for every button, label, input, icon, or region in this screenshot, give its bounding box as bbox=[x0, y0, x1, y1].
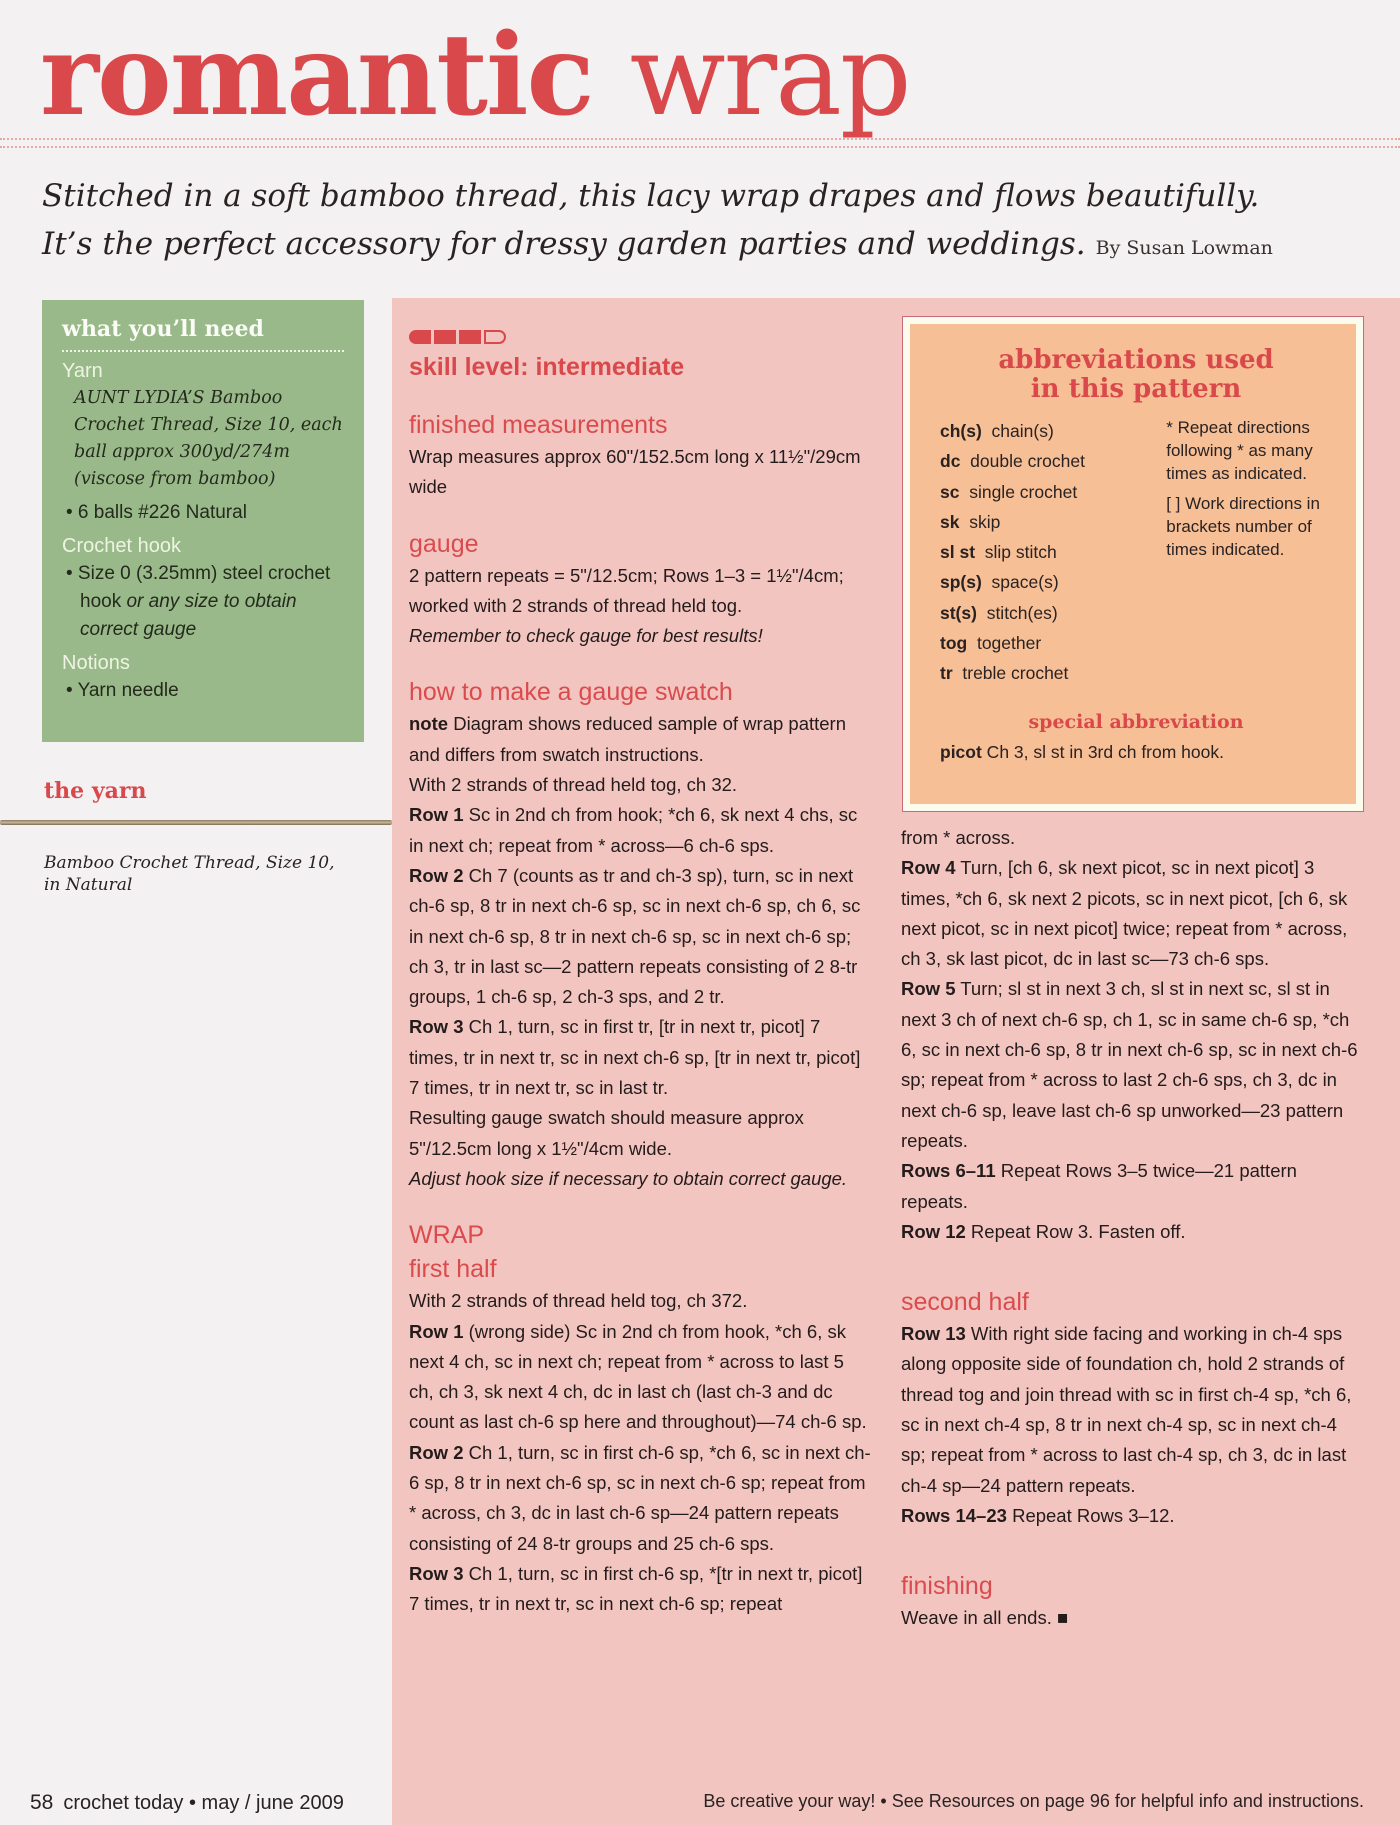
row-text: Ch 1, turn, sc in first ch-6 sp, *[tr in next tr, picot] 7 times, tr in next tr, sc in next ch-6 sp; repeat bbox=[409, 1562, 863, 1615]
swatch-heading: how to make a gauge swatch bbox=[409, 678, 733, 707]
row-label: Row 4 bbox=[901, 857, 956, 879]
yarn-description: AUNT LYDIA’S Bamboo Crochet Thread, Size 10, each ball approx 300yd/274m (viscose from bamboo) bbox=[74, 388, 343, 489]
abbr-title-line-1: abbreviations used bbox=[998, 345, 1274, 375]
swatch-result: Resulting gauge swatch should measure approx 5"/12.5cm long x 1½"/4cm wide. bbox=[409, 1107, 804, 1159]
page-number: 58 bbox=[30, 1791, 54, 1814]
row-text: Ch 1, turn, sc in first tr, [tr in next tr, picot] 7 times, tr in next tr, sc in next ch-6 sp, [tr in next tr, picot] 7 times, tr in next tr, sc in last tr. bbox=[409, 1016, 861, 1099]
abbr-term: tog bbox=[940, 633, 968, 654]
swatch-start: With 2 strands of thread held tog, ch 32. bbox=[409, 774, 738, 796]
footer-folio bbox=[30, 1791, 344, 1815]
row-text: Sc in 2nd ch from hook; *ch 6, sk next 4 chs, sc in next ch; repeat from * across—6 ch-6 sps. bbox=[409, 804, 858, 856]
finishing-heading: finishing bbox=[901, 1572, 993, 1601]
picot-term: picot bbox=[940, 741, 982, 762]
skill-level-icon bbox=[409, 330, 873, 344]
wrap-heading: WRAP bbox=[409, 1221, 484, 1250]
yarn-item: • 6 balls #226 Natural bbox=[66, 502, 247, 523]
title-bold: romantic bbox=[40, 10, 593, 141]
abbreviation-item bbox=[940, 507, 1166, 537]
skill-level: skill level: intermediate bbox=[409, 353, 685, 381]
notions-label: Notions bbox=[62, 652, 130, 674]
row-label: Row 2 bbox=[409, 1441, 464, 1463]
row-label: Rows 14–23 bbox=[901, 1504, 1007, 1526]
abbreviation-item bbox=[940, 446, 1166, 476]
abbreviation-list bbox=[940, 416, 1166, 689]
finishing-text: Weave in all ends. ■ bbox=[901, 1607, 1069, 1629]
second-half-heading: second half bbox=[901, 1288, 1029, 1317]
abbr-meaning: stitch(es) bbox=[986, 602, 1058, 623]
abbr-title-line-2: in this pattern bbox=[1030, 374, 1242, 404]
measurements-text: Wrap measures approx 60"/152.5cm long x 11½"/29cm wide bbox=[409, 446, 861, 498]
first-half-heading: first half bbox=[409, 1255, 497, 1284]
swatch-note bbox=[409, 709, 873, 770]
needs-title: what you’ll need bbox=[62, 316, 344, 352]
page-title bbox=[40, 10, 910, 141]
measurements-heading: finished measurements bbox=[409, 411, 668, 439]
pattern-column-1 bbox=[409, 322, 873, 1620]
row-label: Row 3 bbox=[409, 1562, 464, 1584]
hook-item-text: • Size 0 (3.25mm) steel crochet hook bbox=[66, 563, 331, 612]
yarn-caption: Bamboo Crochet Thread, Size 10, in Natural bbox=[44, 853, 335, 895]
abbr-term: sl st bbox=[940, 542, 976, 563]
wrap-row bbox=[409, 1559, 873, 1620]
what-youll-need-panel bbox=[42, 300, 364, 742]
note-text: Diagram shows reduced sample of wrap pattern and differs from swatch instructions. bbox=[409, 713, 847, 765]
abbr-term: sc bbox=[940, 481, 960, 502]
wrap-row bbox=[901, 1217, 1363, 1247]
yarn-label: Yarn bbox=[62, 360, 103, 382]
footer-tagline: Be creative your way! • See Resources on page 96 for helpful info and instructions. bbox=[703, 1791, 1364, 1811]
hook-label: Crochet hook bbox=[62, 535, 181, 557]
special-abbreviation-title: special abbreviation bbox=[1028, 710, 1244, 733]
abbr-meaning: skip bbox=[969, 511, 1001, 532]
row-label: Row 1 bbox=[409, 804, 464, 826]
wrap-row bbox=[901, 853, 1363, 974]
wrap-row bbox=[901, 1501, 1363, 1531]
yarn-thread-image bbox=[0, 820, 392, 825]
gauge-reminder: Remember to check gauge for best results! bbox=[409, 625, 763, 647]
gauge-text: 2 pattern repeats = 5"/12.5cm; Rows 1–3 = 1½"/4cm; worked with 2 strands of thread held tog. bbox=[409, 564, 844, 616]
abbreviation-item bbox=[940, 477, 1166, 507]
the-yarn-heading: the yarn bbox=[44, 778, 147, 804]
special-abbreviation bbox=[940, 739, 1332, 765]
row-text: Ch 7 (counts as tr and ch-3 sp), turn, sc in next ch-6 sp, 8 tr in next ch-6 sp, sc in next ch-6 sp, ch 6, sc in next ch-6 sp, 8 tr in next ch-6 sp, sc in next ch-6 sp; ch 3, tr in last sc—2 pattern repeats consisting of 2 8-tr groups, 1 ch-6 sp, 2 ch-3 sps, and 2 tr. bbox=[409, 864, 861, 1008]
row-text: Ch 1, turn, sc in first ch-6 sp, *ch 6, sc in next ch-6 sp, 8 tr in next ch-6 sp, sc in next ch-6 sp; repeat from * across, ch 3, dc in last ch-6 sp—24 pattern repeats consisting of 24 8-tr groups and 25 ch-6 sps. bbox=[409, 1441, 871, 1554]
dek-line-1: Stitched in a soft bamboo thread, this lacy wrap drapes and flows beautifully. bbox=[42, 178, 1260, 214]
magazine-issue: crochet today • may / june 2009 bbox=[63, 1792, 344, 1814]
abbr-term: sk bbox=[940, 511, 960, 532]
swatch-row bbox=[409, 1012, 873, 1103]
row-text: Repeat Row 3. Fasten off. bbox=[965, 1220, 1186, 1242]
note-label: note bbox=[409, 713, 449, 735]
notions-item: • Yarn needle bbox=[66, 680, 179, 701]
skill-bar-filled bbox=[409, 330, 431, 344]
abbreviations-box bbox=[902, 316, 1364, 812]
title-light: wrap bbox=[629, 11, 910, 141]
abbr-meaning: slip stitch bbox=[984, 542, 1057, 563]
wrap-row bbox=[409, 1438, 873, 1559]
row-text: Repeat Rows 3–5 twice—21 pattern repeats. bbox=[901, 1160, 1297, 1212]
row-label: Row 5 bbox=[901, 978, 956, 1000]
row-label: Row 3 bbox=[409, 1016, 464, 1038]
row-label: Row 12 bbox=[901, 1220, 966, 1242]
pattern-column-2 bbox=[901, 823, 1363, 1634]
abbr-term: st(s) bbox=[940, 602, 977, 623]
abbr-term: dc bbox=[940, 451, 961, 472]
row-text: With right side facing and working in ch-4 sps along opposite side of foundation ch, hold 2 strands of thread tog and join thread with sc in first ch-4 sp, *ch 6, sc in next ch-4 sp, 8 tr in next ch-4 sp, sc in next ch-4 sp; repeat from * across to last ch-4 sp, ch 3, dc in last ch-4 sp—24 pattern repeats. bbox=[901, 1323, 1352, 1496]
abbr-term: tr bbox=[940, 663, 953, 684]
row-text: Turn; sl st in next 3 ch, sl st in next sc, sl st in next 3 ch of next ch-6 sp, ch 1, sc in same ch-6 sp, *ch 6, sc in next ch-6 sp, 8 tr in next ch-6 sp, sc in next ch-6 sp; repeat from * across to last 2 ch-6 sps, ch 3, dc in next ch-6 sp, leave last ch-6 sp unworked—23 pattern repeats. bbox=[901, 978, 1358, 1151]
hook-item bbox=[62, 560, 344, 644]
abbreviation-notes bbox=[1166, 416, 1332, 689]
note-repeat: * Repeat directions following * as many times as indicated. bbox=[1166, 418, 1313, 483]
abbreviation-item bbox=[940, 416, 1166, 446]
note-brackets: [ ] Work directions in brackets number of times indicated. bbox=[1166, 494, 1320, 559]
row-text: Repeat Rows 3–12. bbox=[1006, 1504, 1175, 1526]
wrap-row bbox=[409, 1317, 873, 1438]
wrap-row bbox=[901, 974, 1363, 1156]
dotted-rule bbox=[0, 138, 1400, 140]
abbreviation-item bbox=[940, 598, 1166, 628]
row-text: Turn, [ch 6, sk next picot, sc in next picot] 3 times, *ch 6, sk next 2 picots, sc in next picot, [ch 6, sk next picot, sc in next picot] twice; repeat from * across, ch 3, sk last picot, dc in last sc—73 ch-6 sps. bbox=[901, 857, 1348, 970]
wrap-row bbox=[901, 1319, 1363, 1501]
swatch-adjust: Adjust hook size if necessary to obtain correct gauge. bbox=[409, 1167, 848, 1189]
skill-bar-filled bbox=[434, 330, 456, 344]
swatch-row bbox=[409, 861, 873, 1012]
row-label: Row 1 bbox=[409, 1320, 464, 1342]
abbr-meaning: space(s) bbox=[991, 572, 1059, 593]
hook-item-italic-end: correct gauge bbox=[80, 619, 197, 640]
abbreviation-item bbox=[940, 567, 1166, 597]
abbr-meaning: single crochet bbox=[969, 481, 1078, 502]
picot-text: Ch 3, sl st in 3rd ch from hook. bbox=[981, 741, 1224, 762]
row-label: Row 13 bbox=[901, 1323, 966, 1345]
abbr-meaning: double crochet bbox=[970, 451, 1085, 472]
first-half-start: With 2 strands of thread held tog, ch 372. bbox=[409, 1290, 748, 1312]
abbr-term: ch(s) bbox=[940, 421, 982, 441]
wrap-row bbox=[901, 1156, 1363, 1217]
swatch-row bbox=[409, 800, 873, 861]
abbr-term: sp(s) bbox=[940, 572, 982, 593]
abbr-meaning: treble crochet bbox=[962, 663, 1069, 684]
skill-bar-filled bbox=[459, 330, 481, 344]
dek-line-2: It’s the perfect accessory for dressy garden parties and weddings. bbox=[42, 226, 1086, 262]
dek bbox=[42, 172, 1362, 272]
hook-item-italic: or any size to obtain bbox=[126, 591, 297, 612]
gauge-heading: gauge bbox=[409, 529, 479, 558]
abbreviation-item bbox=[940, 658, 1166, 688]
abbreviation-item bbox=[940, 628, 1166, 658]
abbr-meaning: together bbox=[976, 633, 1042, 654]
row-3-continued: from * across. bbox=[901, 827, 1016, 848]
abbr-meaning: chain(s) bbox=[991, 421, 1054, 441]
row-label: Rows 6–11 bbox=[901, 1160, 996, 1182]
dotted-rule bbox=[0, 146, 1400, 148]
abbreviations-title bbox=[940, 346, 1332, 404]
byline: By Susan Lowman bbox=[1095, 237, 1273, 259]
abbreviation-item bbox=[940, 537, 1166, 567]
skill-bar-empty bbox=[484, 330, 506, 344]
row-text: (wrong side) Sc in 2nd ch from hook, *ch 6, sk next 4 ch, sc in next ch; repeat from * across to last 5 ch, ch 3, sk next 4 ch, dc in last ch (last ch-3 and dc count as last ch-6 sp here and throughout)—74 ch-6 sp. bbox=[409, 1320, 867, 1433]
row-label: Row 2 bbox=[409, 864, 464, 886]
